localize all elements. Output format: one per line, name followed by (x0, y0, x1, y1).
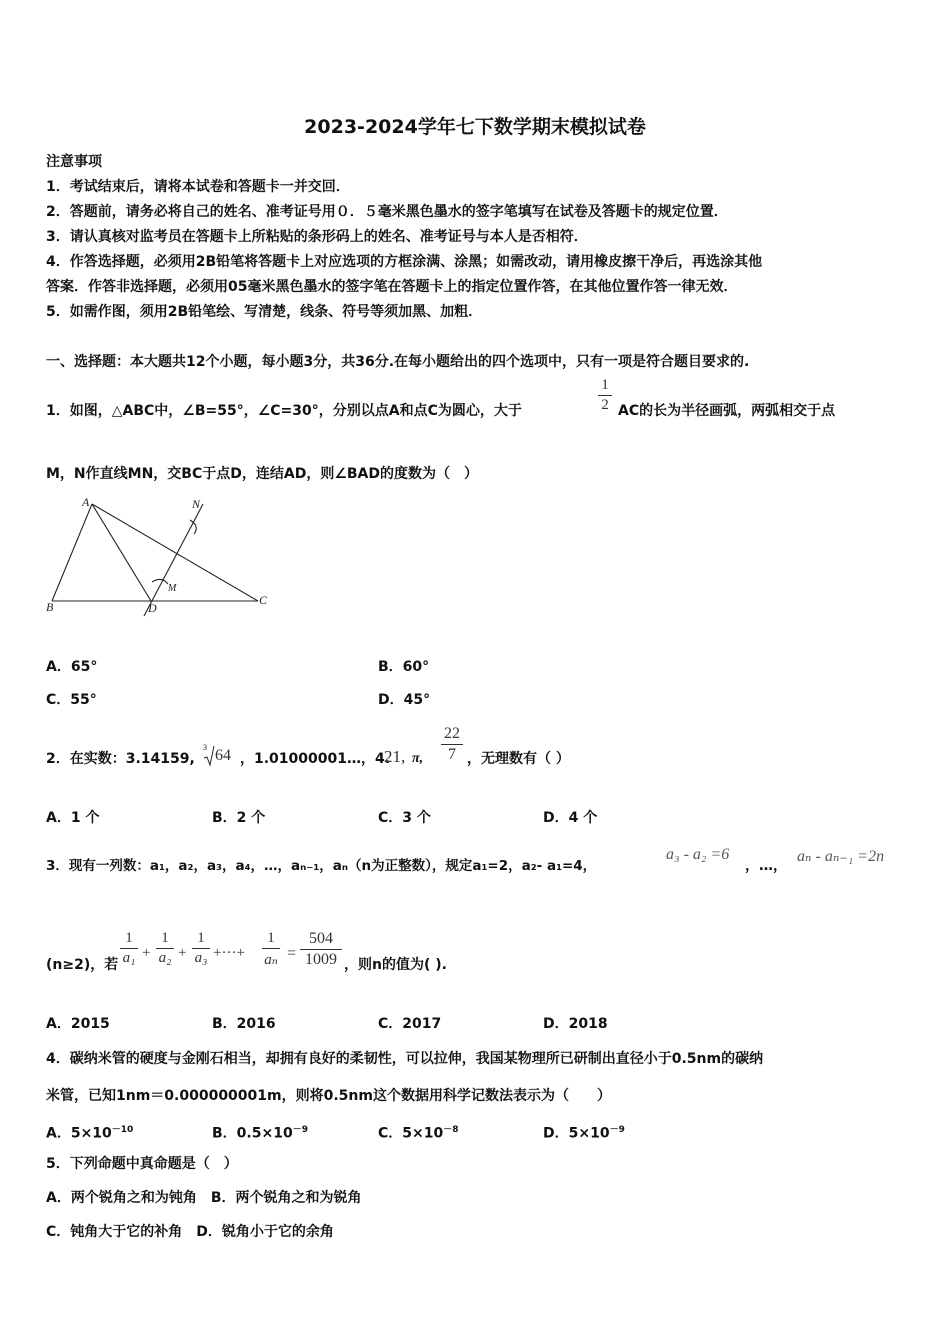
notice-item: 3．请认真核对监考员在答题卡上所粘贴的条形码上的姓名、准考证号与本人是否相符． (46, 229, 588, 245)
q2-option-a: A．1 个 (46, 810, 100, 826)
q3-term-3 (192, 930, 210, 967)
q3-term-2 (156, 930, 174, 967)
root-index: 3 (203, 743, 207, 752)
term-num: 1 (125, 930, 133, 946)
option-exponent: －10 (111, 1125, 134, 1135)
q2-stem-part5: ，无理数有（ ） (467, 751, 570, 767)
q3-option-d: D．2018 (543, 1016, 608, 1032)
option-base: C．5×10 (378, 1125, 444, 1142)
notice-item: 2．答题前，请务必将自己的姓名、准考证号用０．５毫米黑色墨水的签字笔填写在试卷及答题卡的规定位置． (46, 204, 728, 220)
q2-stem-part1: 2．在实数：3.14159, (46, 751, 195, 767)
radical-sign-icon (203, 745, 215, 767)
q5-options-row1: A．两个锐角之和为钝角 B．两个锐角之和为锐角 (46, 1190, 362, 1206)
line-mn (144, 504, 203, 616)
q1-triangle-figure (40, 490, 280, 620)
q3-expr1: a₃ - a₂ =6 (666, 846, 730, 863)
page-title: 2023-2024学年七下数学期末模拟试卷 (304, 116, 646, 138)
q2-option-b: B．2 个 (212, 810, 266, 826)
plus-sign: + (142, 945, 151, 961)
q3-expr2: aₙ - aₙ₋₁ =2n (797, 848, 885, 865)
label-b: B (46, 600, 54, 614)
q2-term-pi: π, (412, 751, 424, 766)
label-n: N (192, 497, 201, 511)
term-den: a₁ (122, 950, 136, 966)
q3-rhs-fraction (300, 930, 342, 969)
q1-stem-part2: AC的长为半径画弧，两弧相交于点 (618, 403, 836, 419)
term-num: 1 (267, 930, 275, 946)
segment-ad (92, 504, 151, 601)
q4-stem-line2: 米管，已知1nm＝0.000000001m，则将0.5nm这个数据用科学记数法表示为（ ） (46, 1088, 611, 1104)
q3-option-c: C．2017 (378, 1016, 442, 1032)
q1-option-d: D．45° (378, 692, 431, 708)
option-base: D．5×10 (543, 1125, 610, 1142)
equals-sign: = (287, 945, 297, 962)
notice-heading: 注意事项 (46, 154, 102, 170)
root-body: 64 (215, 747, 231, 764)
q2-option-d: D．4 个 (543, 810, 598, 826)
label-d: D (148, 601, 157, 615)
q1-frac-num: 1 (601, 377, 609, 393)
label-m: M (168, 583, 177, 594)
notice-item: 4．作答选择题，必须用2B铅笔将答题卡上对应选项的方框涂满、涂黑；如需改动，请用橡皮擦干净后，再选涂其他 (46, 254, 763, 270)
q1-option-b: B．60° (378, 659, 430, 675)
term-den: a₂ (158, 950, 172, 966)
option-base: A．5×10 (46, 1125, 112, 1142)
q1-fraction (598, 377, 612, 414)
q4-option-b (212, 1121, 308, 1143)
q1-option-a: A．65° (46, 659, 98, 675)
q5-stem: 5．下列命题中真命题是（ ） (46, 1156, 238, 1172)
rhs-num: 504 (309, 930, 333, 947)
q1-stem-part1: 1．如图，△ABC中，∠B=55°，∠C=30°，分别以点A和点C为圆心，大于 (46, 403, 522, 419)
q3-dots: ，…， (745, 858, 787, 874)
q2-stem-part2: ，1.01000001…，4. (240, 751, 391, 767)
q3-option-a: A．2015 (46, 1016, 110, 1032)
option-base: B．0.5×10 (212, 1125, 293, 1142)
q3-stem-line1: 3．现有一列数：a₁，a₂，a₃，a₄，…，aₙ₋₁，aₙ（n为正整数），规定a₁=2，a₂- a₁=4， (46, 858, 597, 874)
q4-stem-line1: 4．碳纳米管的硬度与金刚石相当，却拥有良好的柔韧性，可以拉伸，我国某物理所已研制出直径小于0.5nm的碳纳 (46, 1051, 764, 1067)
q2-cube-root (203, 743, 239, 769)
q1-stem-line2: M，N作直线MN，交BC于点D，连结AD，则∠BAD的度数为（ ） (46, 466, 478, 482)
q5-options-row2: C．钝角大于它的补角 D．锐角小于它的余角 (46, 1224, 334, 1240)
q3-line2-suffix: ，则n的值为( ). (344, 957, 447, 973)
term-den: aₙ (264, 952, 278, 968)
q3-term-1 (120, 930, 138, 967)
q1-frac-den: 2 (601, 397, 609, 413)
q2-option-c: C．3 个 (378, 810, 431, 826)
q1-option-c: C．55° (46, 692, 97, 708)
side-ab (52, 504, 92, 601)
label-a: A (82, 495, 90, 509)
arc-m (152, 579, 168, 584)
plus-sign: + (178, 945, 187, 961)
q2-term-21: 21, (384, 747, 406, 766)
option-exponent: －9 (292, 1125, 308, 1135)
option-exponent: －9 (609, 1125, 625, 1135)
option-exponent: －8 (443, 1125, 459, 1135)
q4-option-a (46, 1121, 133, 1143)
notice-item: 1．考试结束后，请将本试卷和答题卡一并交回． (46, 179, 350, 195)
q2-fraction (441, 725, 463, 764)
q2-frac-num: 22 (444, 725, 460, 742)
label-c: C (259, 593, 268, 607)
q3-option-b: B．2016 (212, 1016, 276, 1032)
notice-item: 答案．作答非选择题，必须用05毫米黑色墨水的签字笔在答题卡上的指定位置作答，在其他位置作答一律无效． (46, 279, 738, 295)
q3-term-n (262, 930, 280, 969)
rhs-den: 1009 (305, 951, 337, 968)
section-heading: 一、选择题：本大题共12个小题，每小题3分，共36分.在每小题给出的四个选项中，只有一项是符合题目要求的. (46, 354, 750, 370)
q3-line2-prefix: (n≥2)，若 (46, 957, 119, 973)
ellipsis-plus: +···+ (213, 945, 245, 961)
q2-frac-den: 7 (448, 746, 456, 763)
term-num: 1 (197, 930, 205, 946)
term-num: 1 (161, 930, 169, 946)
q4-option-d (543, 1121, 625, 1143)
q4-option-c (378, 1121, 459, 1143)
term-den: a₃ (194, 950, 208, 966)
notice-item: 5．如需作图，须用2B铅笔绘、写清楚，线条、符号等须加黑、加粗． (46, 304, 483, 320)
